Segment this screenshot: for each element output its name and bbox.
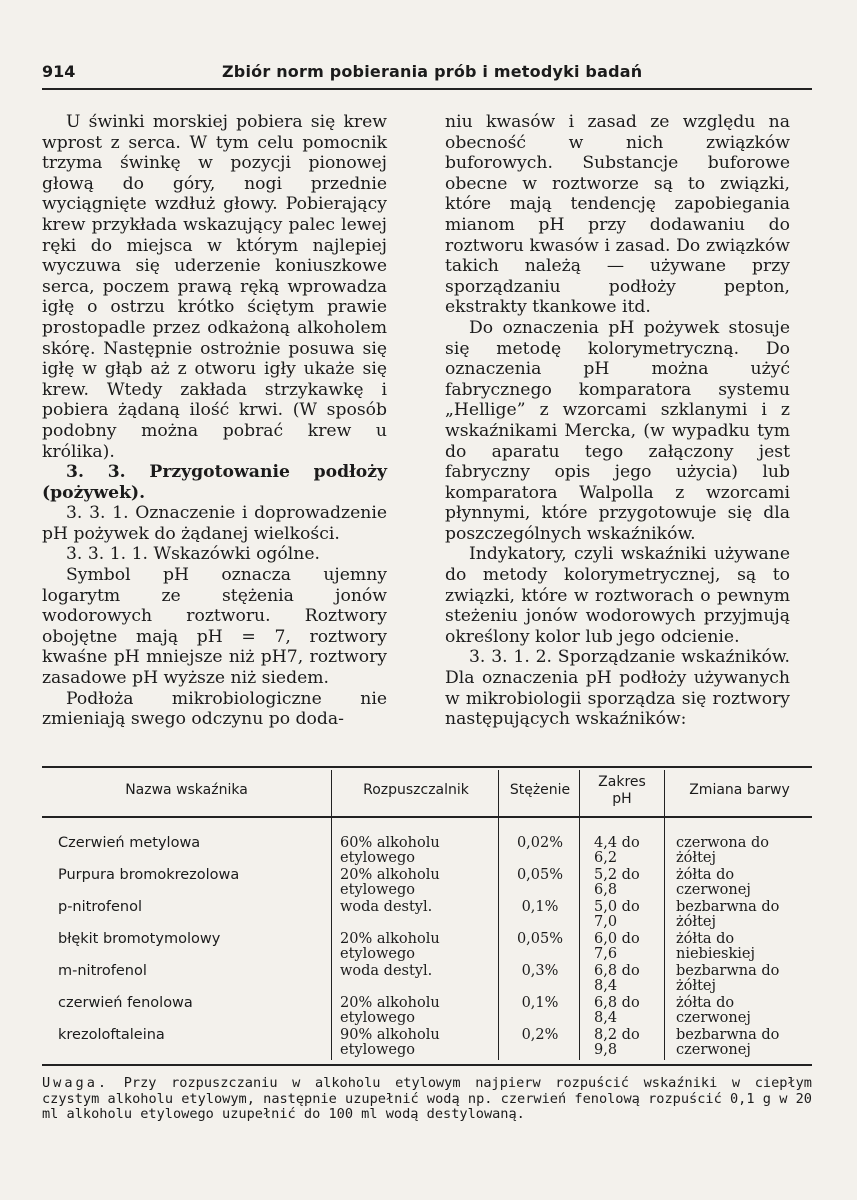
cell-ph-range: 8,4 xyxy=(594,1010,618,1026)
cell-solvent: 20% alkoholu xyxy=(340,867,440,883)
running-title: Zbiór norm pobierania prób i metodyki badań xyxy=(222,62,643,81)
cell-color-change: żółtej xyxy=(676,914,716,930)
cell-solvent: etylowego xyxy=(340,1042,415,1058)
cell-solvent: 20% alkoholu xyxy=(340,931,440,947)
cell-color-change: czerwonej xyxy=(676,882,751,898)
right-column xyxy=(445,112,790,730)
cell-concentration: 0,05% xyxy=(516,867,564,883)
header-solvent: Rozpuszczalnik xyxy=(363,782,469,798)
cell-concentration: 0,1% xyxy=(521,899,559,915)
cell-indicator-name: Purpura bromokrezolowa xyxy=(58,867,240,883)
cell-concentration: 0,05% xyxy=(516,931,564,947)
table-top-rule xyxy=(42,766,812,768)
left-column xyxy=(42,112,387,730)
cell-concentration: 0,3% xyxy=(521,963,559,979)
cell-color-change: czerwonej xyxy=(676,1042,751,1058)
cell-ph-range: 7,6 xyxy=(594,946,618,962)
cell-ph-range: 6,2 xyxy=(594,850,618,866)
paragraph-guinea-pig: U świnki morskiej pobiera się krew wprost z serca. W tym celu pomocnik trzyma świnkę w pozycji pionowej głową do góry, nogi przednie wyciągnięte wzdłuż głowy. Pobierający krew przykłada wskazujący palec lewej ręki do miejsca w którym najlepiej wyczuwa się uderzenie koniuszkowe serca, poczem prawą ręką wprowadza igłę o ostrzu krótko ściętym prawie prostopadle przez odkażoną alkoholem skórę. Następnie ostrożnie posuwa się igłę w głąb aż z otworu igły ukaże się krew. Wtedy zakłada strzykawkę i pobiera żądaną ilość krwi. (W sposób podobny można pobrać krew u królika). xyxy=(42,112,387,462)
cell-color-change: bezbarwna do xyxy=(676,899,780,915)
cell-ph-range: 6,8 xyxy=(594,882,618,898)
paragraph-ph-symbol: Symbol pH oznacza ujemny logarytm ze stężenia jonów wodorowych roztworu. Roztwory obojętne mają pH = 7, roztwory kwaśne pH mniejsze niż pH7, roztwory zasadowe pH wyższe niż siedem. xyxy=(42,565,387,689)
cell-color-change: żółta do xyxy=(676,995,735,1011)
cell-concentration: 0,02% xyxy=(516,835,564,851)
footnote xyxy=(42,1076,812,1123)
cell-ph-range: 5,2 do xyxy=(594,867,640,883)
cell-solvent: woda destyl. xyxy=(340,899,433,915)
cell-solvent: etylowego xyxy=(340,850,415,866)
cell-indicator-name: Czerwień metylowa xyxy=(58,835,201,851)
cell-solvent: etylowego xyxy=(340,946,415,962)
cell-solvent: 60% alkoholu xyxy=(340,835,440,851)
paragraph-media-start: Podłoża mikrobiologiczne nie zmieniają swego odczynu po doda- xyxy=(42,688,387,730)
cell-indicator-name: czerwień fenolowa xyxy=(58,995,193,1011)
cell-ph-range: 6,8 do xyxy=(594,963,640,979)
cell-indicator-name: m-nitrofenol xyxy=(58,963,147,979)
section-heading-3-3-1-2: 3. 3. 1. 2. Sporządzanie wskaźników. Dla oznaczenia pH podłoży używanych w mikrobiologii sporządza się roztwory następujących wskaźników: xyxy=(445,647,790,730)
section-heading-3-3-1: 3. 3. 1. Oznaczenie i doprowadzenie pH pożywek do żądanej wielkości. xyxy=(42,503,387,544)
section-heading-3-3-1-1: 3. 3. 1. 1. Wskazówki ogólne. xyxy=(66,544,320,565)
column-divider xyxy=(498,770,499,1060)
header-color-change: Zmiana barwy xyxy=(689,782,790,798)
cell-color-change: bezbarwna do xyxy=(676,1027,780,1043)
indicator-table xyxy=(42,766,812,1066)
table-header-rule xyxy=(42,816,812,818)
column-divider xyxy=(579,770,580,1060)
cell-solvent: etylowego xyxy=(340,1010,415,1026)
cell-solvent: woda destyl. xyxy=(340,963,433,979)
cell-ph-range: 4,4 do xyxy=(594,835,640,851)
cell-color-change: czerwona do xyxy=(676,835,770,851)
paragraph-colorimetric: Do oznaczenia pH pożywek stosuje się metodę kolorymetryczną. Do oznaczenia pH można użyć fabrycznego komparatora systemu „Hellige” z wzorcami szklanymi i z wskaźnikami Mercka, (w wypadku tym do aparatu tego załączony jest fabryczny opis jego użycia) lub komparatora Walpolla z wzorcami płynnymi, które przygotowuje się dla poszczególnych wskaźników. xyxy=(445,317,790,544)
header-ph-range: Zakres pH xyxy=(598,774,646,807)
cell-ph-range: 9,8 xyxy=(594,1042,618,1058)
note-label: Uwaga. xyxy=(42,1075,110,1091)
cell-ph-range: 6,0 do xyxy=(594,931,640,947)
section-heading-3-3: 3. 3. Przygotowanie podłoży (pożywek). xyxy=(42,462,387,503)
paragraph-buffers: niu kwasów i zasad ze względu na obecność w nich związków buforowych. Substancje buforowe obecne w roztworze są to związki, które mają tendencję zapobiegania mianom pH przy dodawaniu do roztworu kwasów i zasad. Do związków takich należą — używane przy sporządzaniu podłoży pepton, ekstrakty tkankowe itd. xyxy=(445,112,790,318)
column-divider xyxy=(331,770,332,1060)
cell-ph-range: 5,0 do xyxy=(594,899,640,915)
cell-solvent: etylowego xyxy=(340,882,415,898)
page-number: 914 xyxy=(42,62,76,81)
cell-color-change: żółtej xyxy=(676,850,716,866)
cell-color-change: żółta do xyxy=(676,867,735,883)
note-text: Przy rozpuszczaniu w alkoholu etylowym najpierw rozpuścić wskaźniki w ciepłym czystym alkoholu etylowym, następnie uzupełnić wodą np. czerwień fenolową rozpuścić 0,1 g w 20 ml alkoholu etylowego uzupełnić do 100 ml wodą destylowaną. xyxy=(42,1075,812,1123)
cell-color-change: żółta do xyxy=(676,931,735,947)
cell-ph-range: 8,2 do xyxy=(594,1027,640,1043)
cell-indicator-name: krezoloftaleina xyxy=(58,1027,165,1043)
cell-concentration: 0,1% xyxy=(521,995,559,1011)
cell-indicator-name: p-nitrofenol xyxy=(58,899,142,915)
cell-concentration: 0,2% xyxy=(521,1027,559,1043)
cell-color-change: niebieskiej xyxy=(676,946,755,962)
cell-color-change: żółtej xyxy=(676,978,716,994)
cell-indicator-name: błękit bromotymolowy xyxy=(58,931,221,947)
header-concentration: Stężenie xyxy=(509,782,571,798)
cell-solvent: 20% alkoholu xyxy=(340,995,440,1011)
header-rule xyxy=(42,88,812,90)
header-indicator-name: Nazwa wskaźnika xyxy=(125,782,248,798)
table-bottom-rule xyxy=(42,1064,812,1066)
column-divider xyxy=(664,770,665,1060)
cell-solvent: 90% alkoholu xyxy=(340,1027,440,1043)
paragraph-indicators: Indykatory, czyli wskaźniki używane do metody kolorymetrycznej, są to związki, które w roztworach o pewnym steżeniu jonów wodorowych przyjmują określony kolor lub jego odcienie. xyxy=(445,544,790,647)
cell-ph-range: 6,8 do xyxy=(594,995,640,1011)
cell-ph-range: 7,0 xyxy=(594,914,618,930)
cell-color-change: czerwonej xyxy=(676,1010,751,1026)
cell-ph-range: 8,4 xyxy=(594,978,618,994)
cell-color-change: bezbarwna do xyxy=(676,963,780,979)
